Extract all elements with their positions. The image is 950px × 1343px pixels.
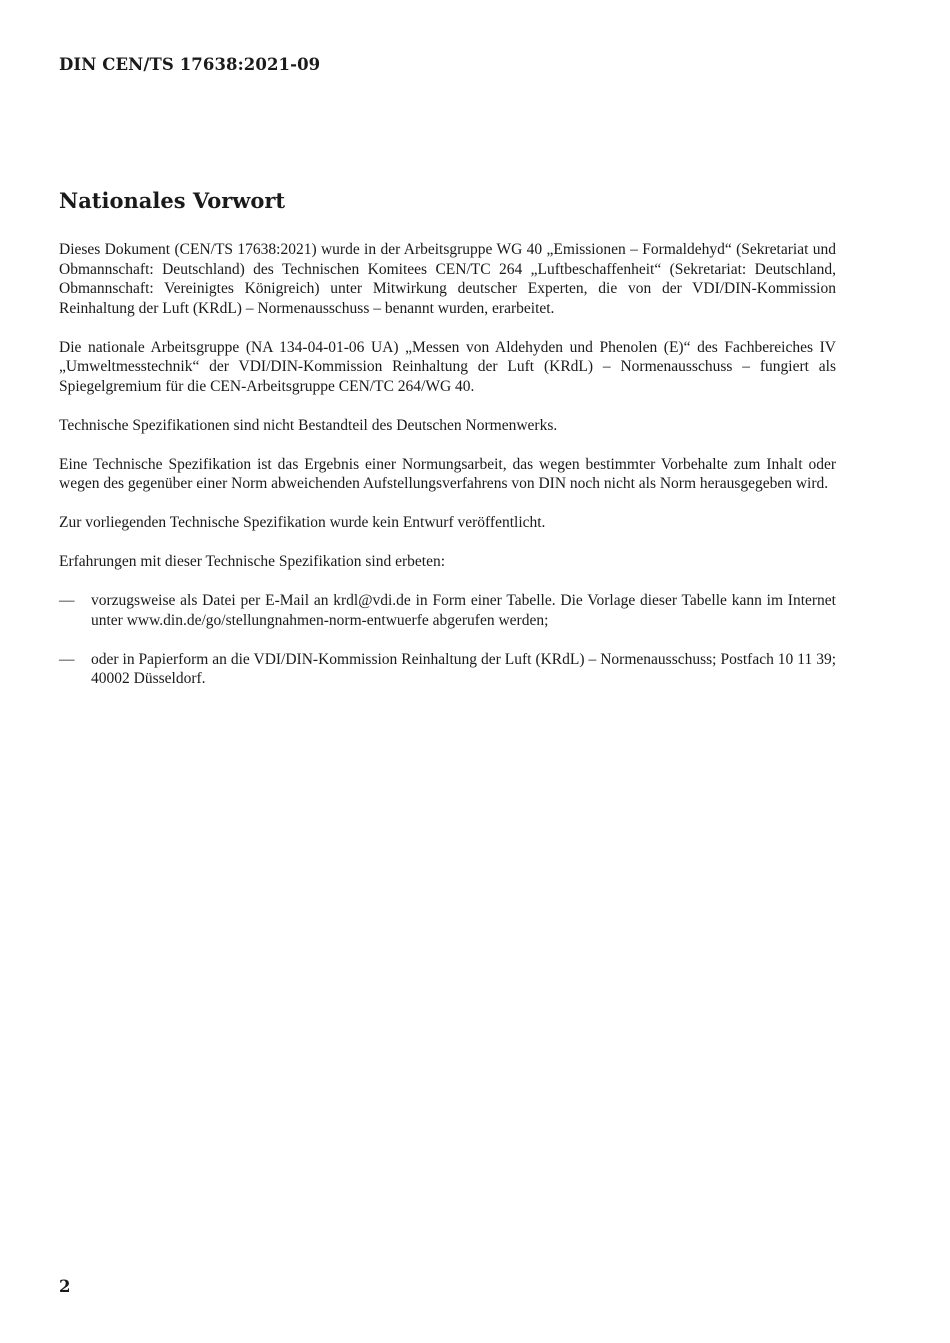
list-item-email bbox=[59, 591, 836, 630]
dash-bullet: — bbox=[59, 592, 75, 609]
paragraph-definition: Eine Technische Spezifikation ist das Ergebnis einer Normungsarbeit, das wegen bestimmter Vorbehalte zum Inhalt oder wegen des gegenüber einer Norm abweichenden Aufstellungsverfahrens von DIN noch nicht als Norm herausgegeben wird. bbox=[59, 455, 836, 492]
paragraph-preparation: Dieses Dokument (CEN/TS 17638:2021) wurde in der Arbeitsgruppe WG 40 „Emissionen – Formaldehyd“ (Sekretariat und Obmannschaft: Deutschland) des Technischen Komitees CEN/TC 264 „Luftbeschaffenheit“ (Sekretariat: Deutschland, Obmannschaft: Vereinigtes Königreich) unter Mitwirkung deutscher Experten, die von der VDI/DIN-Kommission Reinhaltung der Luft (KRdL) – Normenausschuss – benannt wurden, erarbeitet. bbox=[59, 241, 836, 317]
feedback-channels-list bbox=[59, 591, 836, 689]
list-item-post bbox=[59, 650, 836, 689]
body-text bbox=[59, 240, 836, 708]
document-identifier: DIN CEN/TS 17638:2021-09 bbox=[59, 55, 321, 74]
paragraph-mirror-committee: Die nationale Arbeitsgruppe (NA 134-04-01-06 UA) „Messen von Aldehyden und Phenolen (E)“ des Fachbereiches IV „Umweltmesstechnik“ der VDI/DIN-Kommission Reinhaltung der Luft (KRdL) – Normenausschuss – fungiert als Spiegelgremium für die CEN-Arbeitsgruppe CEN/TC 264/WG 40. bbox=[59, 338, 836, 395]
paragraph-feedback-request: Erfahrungen mit dieser Technische Spezifikation sind erbeten: bbox=[59, 553, 446, 570]
list-item-text: oder in Papierform an die VDI/DIN-Kommission Reinhaltung der Luft (KRdL) – Normenausschuss; Postfach 10 11 39; 40002 Düsseldorf. bbox=[91, 650, 836, 687]
list-item-text: vorzugsweise als Datei per E-Mail an krdl@vdi.de in Form einer Tabelle. Die Vorlage dieser Tabelle kann im Internet unter www.din.de/go/stellungnahmen-norm-entwuerfe abgerufen werden; bbox=[91, 592, 836, 629]
page-number: 2 bbox=[59, 1277, 71, 1296]
dash-bullet: — bbox=[59, 650, 75, 668]
section-title: Nationales Vorwort bbox=[59, 188, 286, 213]
paragraph-status: Technische Spezifikationen sind nicht Bestandteil des Deutschen Normenwerks. bbox=[59, 416, 558, 434]
paragraph-no-draft: Zur vorliegenden Technische Spezifikation wurde kein Entwurf veröffentlicht. bbox=[59, 514, 546, 531]
